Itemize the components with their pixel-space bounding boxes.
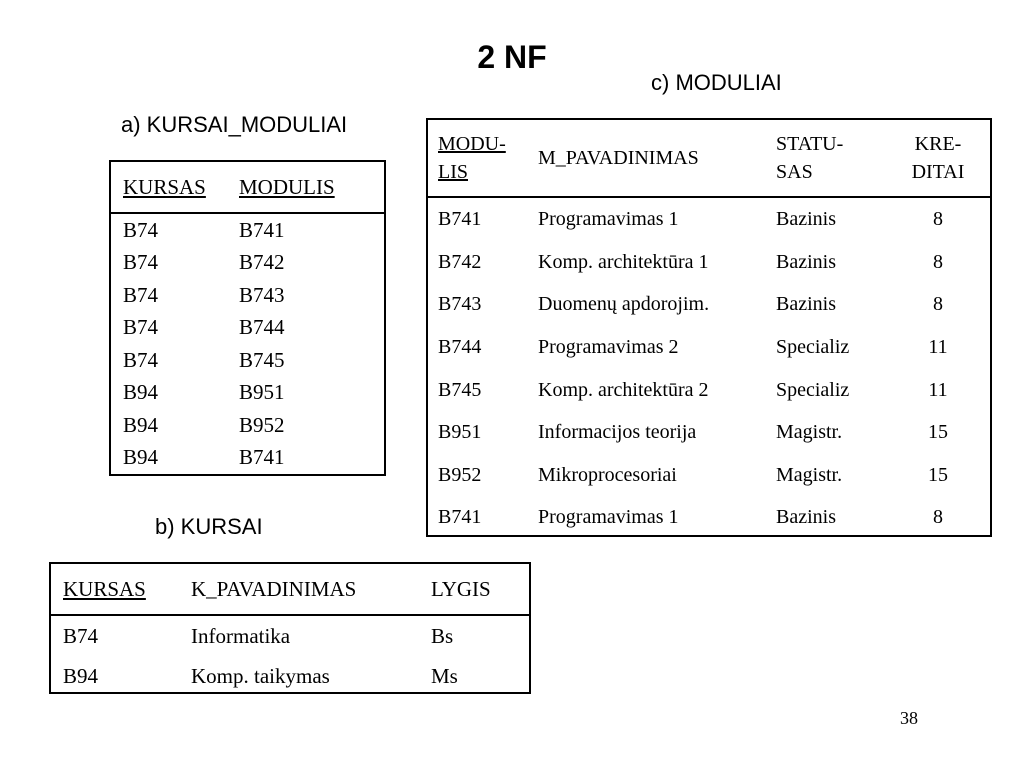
cell-kreditai: 8 xyxy=(933,250,943,273)
header-kursas: KURSAS xyxy=(111,162,239,213)
cell-m-pavadinimas: Programavimas 2 xyxy=(538,336,679,359)
table-row xyxy=(111,247,384,280)
cell-m-pavadinimas: Komp. architektūra 1 xyxy=(538,250,709,273)
table-moduliai xyxy=(426,118,992,537)
cell-kursas: B94 xyxy=(123,445,159,470)
cell-lygis: Bs xyxy=(431,623,454,648)
cell-kreditai: 11 xyxy=(928,378,948,401)
slide-title: 2 NF xyxy=(477,39,547,75)
table-kursai xyxy=(49,562,531,694)
header-k-pavadinimas: K_PAVADINIMAS xyxy=(191,564,431,615)
cell-modulis: B745 xyxy=(239,347,285,372)
cell-modulis: B952 xyxy=(239,412,285,437)
cell-kreditai: 8 xyxy=(933,208,943,231)
header-modulis: MODU- LIS xyxy=(428,120,538,197)
header-kursas: KURSAS xyxy=(51,564,191,615)
cell-statusas: Magistr. xyxy=(776,463,843,486)
cell-statusas: Bazinis xyxy=(776,208,836,231)
cell-modulis: B743 xyxy=(239,282,285,307)
cell-modulis: B742 xyxy=(239,250,285,275)
header-kreditai: KRE- DITAI xyxy=(894,120,990,197)
cell-kursas: B74 xyxy=(123,217,159,242)
table-row xyxy=(428,241,990,284)
cell-m-pavadinimas: Duomenų apdorojim. xyxy=(538,293,710,316)
cell-k-pavadinimas: Komp. taikymas xyxy=(191,663,330,688)
cell-modulis: B744 xyxy=(438,336,482,359)
cell-modulis: B952 xyxy=(438,463,482,486)
table-row xyxy=(428,197,990,241)
table-header-row xyxy=(111,162,384,213)
table-row xyxy=(428,283,990,326)
cell-modulis: B951 xyxy=(438,421,482,444)
table-row xyxy=(428,411,990,454)
cell-modulis: B741 xyxy=(239,445,285,470)
cell-m-pavadinimas: Programavimas 1 xyxy=(538,506,679,529)
cell-kreditai: 15 xyxy=(928,463,948,486)
caption-kursai-moduliai: a) KURSAI_MODULIAI xyxy=(121,112,348,137)
cell-modulis: B744 xyxy=(239,315,285,340)
cell-kursas: B94 xyxy=(123,412,159,437)
header-lygis: LYGIS xyxy=(431,564,529,615)
cell-m-pavadinimas: Komp. architektūra 2 xyxy=(538,378,709,401)
cell-modulis: B951 xyxy=(239,380,285,405)
cell-kursas: B94 xyxy=(123,380,159,405)
table-row xyxy=(428,368,990,411)
header-modulis: MODULIS xyxy=(239,162,384,213)
cell-kreditai: 15 xyxy=(928,421,948,444)
table-row xyxy=(111,409,384,442)
cell-kreditai: 11 xyxy=(928,336,948,359)
caption-moduliai: c) MODULIAI xyxy=(651,70,782,95)
cell-kreditai: 8 xyxy=(933,506,943,529)
cell-statusas: Bazinis xyxy=(776,293,836,316)
caption-kursai: b) KURSAI xyxy=(155,514,263,539)
table-row xyxy=(111,213,384,247)
cell-kursas: B74 xyxy=(123,347,159,372)
cell-statusas: Bazinis xyxy=(776,250,836,273)
table-row xyxy=(428,326,990,369)
table-row xyxy=(111,312,384,345)
cell-modulis: B745 xyxy=(438,378,482,401)
cell-m-pavadinimas: Mikroprocesoriai xyxy=(538,463,677,486)
cell-k-pavadinimas: Informatika xyxy=(191,623,291,648)
cell-m-pavadinimas: Informacijos teorija xyxy=(538,421,697,444)
cell-m-pavadinimas: Programavimas 1 xyxy=(538,208,679,231)
table-row xyxy=(111,377,384,410)
table-header-row xyxy=(428,120,990,197)
cell-modulis: B742 xyxy=(438,250,482,273)
page-number: 38 xyxy=(900,708,918,728)
cell-lygis: Ms xyxy=(431,663,458,688)
cell-kursas: B74 xyxy=(123,250,159,275)
cell-kursas: B74 xyxy=(123,282,159,307)
cell-modulis: B741 xyxy=(438,506,482,529)
cell-statusas: Specializ xyxy=(776,378,850,401)
cell-kursas: B74 xyxy=(123,315,159,340)
table-row xyxy=(111,442,384,475)
table-row xyxy=(428,454,990,497)
cell-modulis: B741 xyxy=(438,208,482,231)
cell-kreditai: 8 xyxy=(933,293,943,316)
cell-statusas: Specializ xyxy=(776,336,850,359)
cell-modulis: B741 xyxy=(239,217,285,242)
cell-kursas: B74 xyxy=(63,623,99,648)
header-m-pavadinimas: M_PAVADINIMAS xyxy=(538,120,776,197)
cell-modulis: B743 xyxy=(438,293,482,316)
table-row xyxy=(51,615,529,656)
table-row xyxy=(111,279,384,312)
table-row xyxy=(51,656,529,696)
cell-statusas: Magistr. xyxy=(776,421,843,444)
cell-statusas: Bazinis xyxy=(776,506,836,529)
table-kursai-moduliai xyxy=(109,160,386,476)
table-row xyxy=(428,496,990,539)
cell-kursas: B94 xyxy=(63,663,99,688)
table-row xyxy=(111,344,384,377)
table-header-row xyxy=(51,564,529,615)
header-statusas: STATU- SAS xyxy=(776,120,894,197)
